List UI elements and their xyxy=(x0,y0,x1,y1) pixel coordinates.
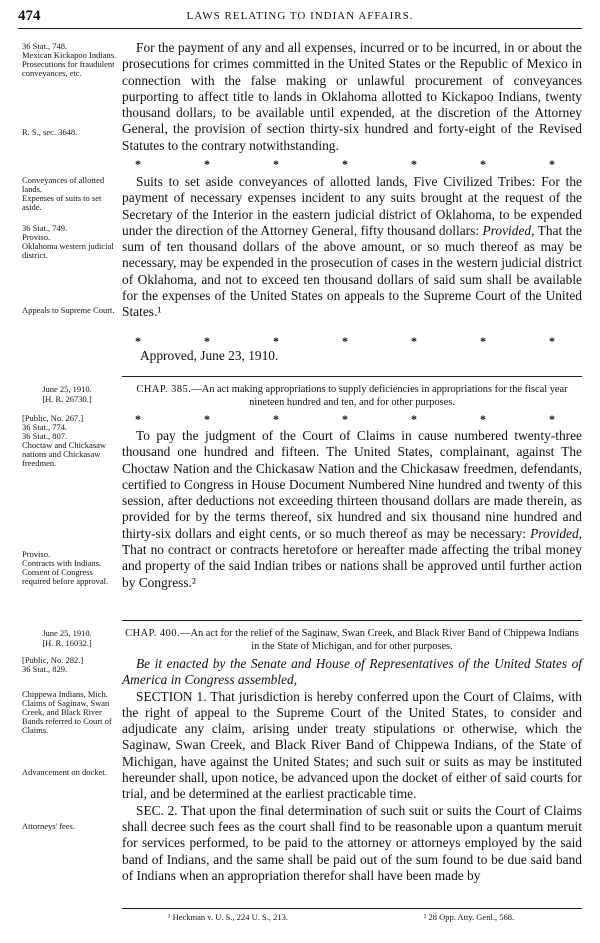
paragraph-text: For the payment of any and all expenses, incurred or to be incurred, in or about the prosecutions for crimes committed in the United States or the Republic of Mexico in connection with the false making or unlawful procurement of conveyances purporting to affect title to lands in Oklahoma allotted to Kickapoo Indians, twenty thousand dollars, to be available until expended, at the discretion of the Attorney General, the provision of section thirty-six hundred and forty-eight of the Revised Statutes to the contrary notwithstanding. xyxy=(122,40,582,153)
paragraph-choctaw-judgment xyxy=(122,428,582,591)
paragraph-text: That no contract or contracts heretofore or hereafter made affecting the tribal money and property of the said Indian tribes or nations shall be approved until further action by Congress.² xyxy=(122,542,582,590)
page-number: 474 xyxy=(18,8,41,24)
margin-line: Choctaw and Chickasaw nations and Chickasaw freedmen. xyxy=(22,439,107,468)
margin-line: [Public, No. 267.] xyxy=(22,413,84,423)
footnote-2: ² 28 Opp. Atty. Genl., 568. xyxy=(423,912,515,922)
paragraph-text: That jurisdiction is hereby conferred upon the Court of Claims, with the right of appeal to the Supreme Court of the United States, to consider and adjudicate any claim, arising under treaty stipulations or otherwise, which the Saginaw, Swan Creek, and Black River Band of Chippewa Indians, of the State of Michigan, have against the United States; and such suit or suits as may be instituted hereunder shall, upon notice, be advanced upon the docket of either of said courts for trial, and be determined at the earliest practicable time. xyxy=(122,688,582,802)
enacting-clause: Be it enacted by the Senate and House of Representatives of the United States of America in Congress assembled, xyxy=(122,656,582,688)
section-lead: SEC. 2. xyxy=(136,802,178,818)
paragraph-allotted-lands xyxy=(122,174,582,321)
margin-line: Chippewa Indians, Mich. xyxy=(22,689,108,699)
margin-line: Consent of Congress required before approval. xyxy=(22,566,109,586)
margin-line: Contracts with Indians. xyxy=(22,557,102,568)
margin-line: Proviso. xyxy=(22,231,51,242)
section-divider xyxy=(122,620,582,621)
margin-line: Oklahoma western judicial district. xyxy=(22,240,114,260)
paragraph-text: To pay the judgment of the Court of Claims in cause numbered twenty-three thousand one hundred and fifteen. The United States, complainant, against The Choctaw Nation and the Chickasaw Nation and the Chickasaw freedmen, defendants, certified to Congress in House Document Numbered Nine hundred and twenty of this session, after deductions not exceeding thirteen thousand dollars are made therein, as provided for by the terms thereof, six hundred and six thousand nine hundred and thirty-six dollars and eight cents, or so much thereof as may be necessary: xyxy=(122,428,582,541)
margin-line: Expenses of suits to set aside. xyxy=(22,192,102,212)
margin-line: Claims of Saginaw, Swan Creek, and Black River Bands referred to Court of Claims. xyxy=(22,697,112,735)
footnote-1: ¹ Heckman v. U. S., 224 U. S., 213. xyxy=(167,912,288,922)
margin-note-proviso-oklahoma xyxy=(22,224,120,260)
margin-line: 36 Stat., 774. xyxy=(22,421,68,432)
chap385-date-block: June 25, 1910. [H. R. 26730.] xyxy=(42,384,92,404)
margin-line: [Public, No. 282.] xyxy=(22,655,84,665)
proviso-word: Provided, xyxy=(530,525,582,541)
margin-line: Prosecutions for fraudulent conveyances, etc. xyxy=(22,58,115,78)
running-head: LAWS RELATING TO INDIAN AFFAIRS. xyxy=(186,10,414,22)
margin-line: R. S., sec. 3648. xyxy=(22,127,78,137)
margin-note-rs xyxy=(22,128,120,137)
margin-note-chippewa xyxy=(22,690,120,735)
ellipsis-stars: * * * * * * * xyxy=(135,412,555,426)
chap400-date-block: June 25, 1910. [H. R. 16032.] xyxy=(42,628,92,648)
margin-line: 36 Stat., 829. xyxy=(22,663,68,674)
paragraph-text: That the sum of ten thousand dollars of the above amount, or so much thereof as may be necessary, may be expended in the prosecution of cases in the western judicial district of Oklahoma, and not to exceed ten thousand dollars of said sum shall be available for the expenses of the United States on appeals to the Supreme Court of the United States.¹ xyxy=(122,222,582,320)
margin-note-appeals xyxy=(22,306,120,315)
margin-note-advancement xyxy=(22,768,120,777)
margin-line: Appeals to Supreme Court. xyxy=(22,305,115,315)
margin-line: Conveyances of allotted lands. xyxy=(22,175,105,194)
margin-note-kickapoo xyxy=(22,42,120,78)
margin-note-chap385 xyxy=(22,414,120,468)
margin-line: 36 Stat., 807. xyxy=(22,430,68,441)
margin-line: Mexican Kickapoo Indians. xyxy=(22,49,117,60)
section-divider xyxy=(122,376,582,377)
proviso-word: Provided, xyxy=(482,222,535,238)
margin-line: 36 Stat., 749. xyxy=(22,223,68,233)
approved-date: Approved, June 23, 1910. xyxy=(140,348,279,363)
chap400-body xyxy=(122,656,582,884)
margin-note-conveyances xyxy=(22,176,120,212)
chap385-title: CHAP. 385.—An act making appropriations to supply deficiencies in appropriations for the fiscal year nineteen hundred and ten, and for other purposes. xyxy=(136,384,568,408)
margin-note-attorneys xyxy=(22,822,120,831)
margin-line: Attorneys' fees. xyxy=(22,821,75,831)
ellipsis-stars: * * * * * * * xyxy=(135,157,555,171)
paragraph-text: Suits to set aside conveyances of allotted lands, Five Civilized Tribes: For the payment of necessary expenses incident to any suits brought at the request of the Secretary of the Interior in the eastern judicial district of Oklahoma, to be expended under the direction of the Attorney General, fifty thousand dollars: xyxy=(122,174,582,238)
footnotes xyxy=(100,912,582,922)
ellipsis-stars: * * * * * * * xyxy=(135,334,555,348)
page-header xyxy=(18,6,582,29)
paragraph-kickapoo-prosecutions xyxy=(122,40,582,154)
chap400-title: CHAP. 400.—An act for the relief of the Saginaw, Swan Creek, and Black River Band of Chippewa Indians in the State of Michigan, and for other purposes. xyxy=(125,628,579,652)
margin-line: Advancement on docket. xyxy=(22,767,107,777)
margin-line: 36 Stat., 748. xyxy=(22,41,68,51)
margin-note-chap400 xyxy=(22,656,120,674)
paragraph-text: That upon the final determination of such suit or suits the Court of Claims shall decree such fees as the court shall find to be reasonable upon a quantum meruit for services performed, to be paid to the attorney or attorneys employed by the said band of Indians, and the same shall be paid out of the sum found to be due said band of Indians when an appropriation therefor shall have been made by xyxy=(122,802,583,883)
margin-line: Proviso. xyxy=(22,549,51,559)
section-lead: SECTION 1. xyxy=(136,688,207,704)
footnote-divider xyxy=(122,908,582,909)
margin-note-contracts xyxy=(22,550,120,586)
